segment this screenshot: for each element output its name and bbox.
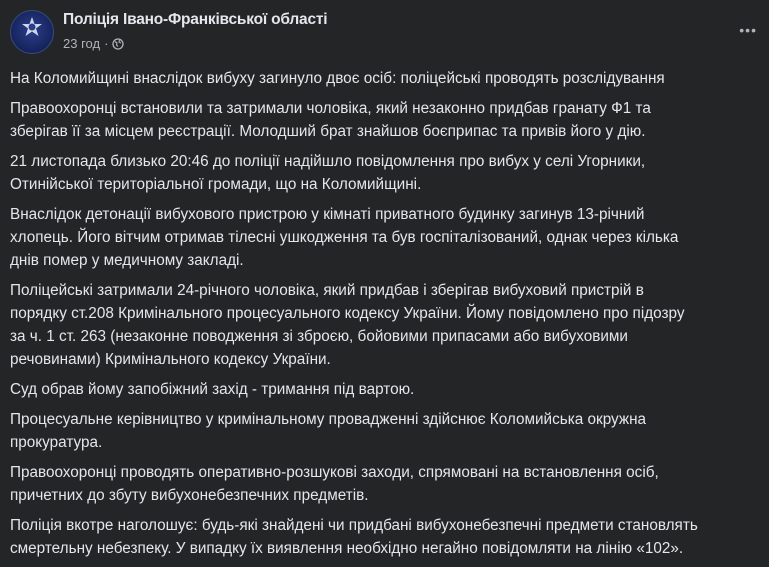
paragraph-line: за ч. 1 ст. 263 (незаконне поводження зі зброєю, бойовими припасами або вибуховими [10,328,628,345]
paragraph-line: Процесуальне керівництво у кримінальному провадженні здійснює Коломийська окружна [10,411,647,428]
paragraph-line: порядку ст.208 Кримінального процесуального кодексу України. Йому повідомлено про підозру [10,305,685,322]
post-paragraph [10,279,769,371]
paragraph-line: Поліцейські затримали 24-річного чоловіка, який придбав і зберігав вибуховий пристрій в [10,282,644,299]
post-body [10,67,769,567]
meta-separator: · [104,36,109,51]
post-paragraph [10,378,769,401]
paragraph-line: Правоохоронці встановили та затримали чоловіка, який незаконно придбав гранату Ф1 та [10,100,651,117]
paragraph-line: хлопець. Його вітчим отримав тілесні ушкодження та був госпіталізований, однак через кілька [10,229,679,246]
paragraph-line: причетних до збуту вибухонебезпечних предметів. [10,487,369,504]
post-meta [63,36,124,51]
page-avatar[interactable] [10,10,54,54]
post-paragraph [10,408,769,454]
paragraph-line: днів помер у медичному закладі. [10,252,244,269]
paragraph-line: смертельну небезпеку. У випадку їх виявлення необхідно негайно повідомляти на лінію «102». [10,540,684,557]
page-name-link[interactable]: Поліція Івано-Франківської області [63,11,328,28]
paragraph-line: Внаслідок детонації вибухового пристрою у кімнаті приватного будинку загинув 13-річний [10,206,645,223]
paragraph-line: 21 листопада близько 20:46 до поліції надійшло повідомлення про вибух у селі Угорники, [10,153,646,170]
paragraph-line: Суд обрав йому запобіжний захід - тримання під вартою. [10,381,415,398]
post-paragraph [10,514,769,560]
paragraph-line: зберігав її за місцем реєстрації. Молодший брат знайшов боєприпас та привів його у дію. [10,123,646,140]
post-paragraph [10,461,769,507]
post-paragraph [10,150,769,196]
post-paragraph [10,97,769,143]
paragraph-line: речовинами) Кримінального кодексу України. [10,351,331,368]
post-paragraph [10,67,769,90]
paragraph-line: Правоохоронці проводять оперативно-розшукові заходи, спрямовані на встановлення осіб, [10,464,659,481]
more-options-icon[interactable]: ••• [739,22,757,38]
paragraph-line: Поліція вкотре наголошує: будь-які знайдені чи придбані вибухонебезпечні предмети становлять [10,517,698,534]
police-star-icon [20,16,44,40]
globe-icon [112,38,124,50]
paragraph-line: На Коломийщині внаслідок вибуху загинуло двоє осіб: поліцейські проводять розслідування [10,70,665,87]
paragraph-line: Отинійської територіальної громади, що на Коломийщині. [10,176,422,193]
paragraph-line: прокуратура. [10,434,103,451]
post-timestamp[interactable]: 23 год [63,36,101,51]
post-paragraph [10,203,769,272]
